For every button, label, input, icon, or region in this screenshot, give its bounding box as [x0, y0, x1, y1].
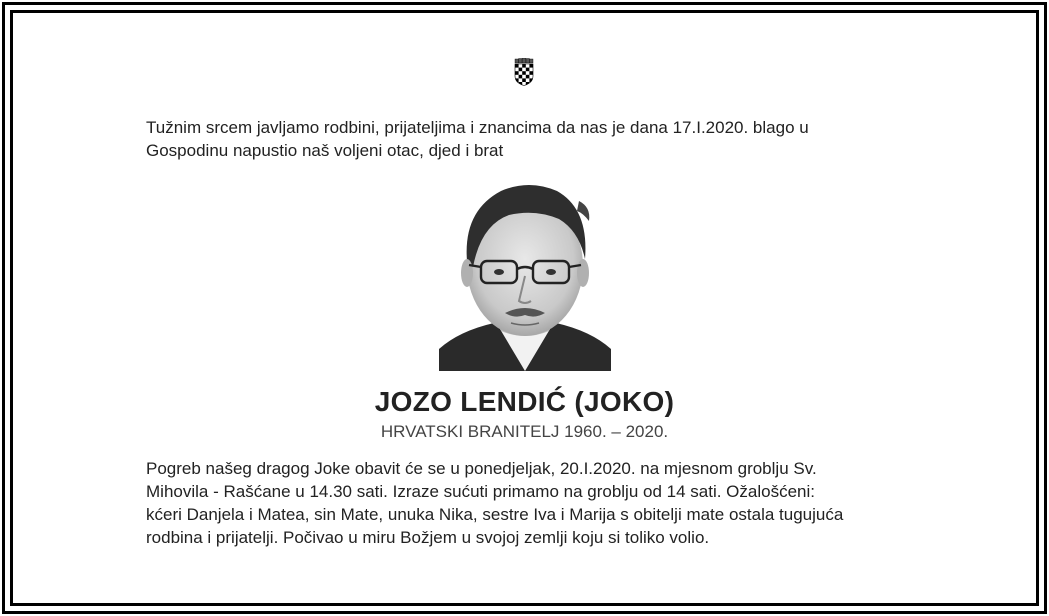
coat-of-arms-icon — [514, 58, 534, 86]
body-line: Mihovila - Rašćane u 14.30 sati. Izraze sućuti primamo na groblju od 14 sati. Ožalošćeni: — [146, 482, 815, 501]
intro-text — [146, 116, 906, 162]
deceased-name: JOZO LENDIĆ (JOKO) — [374, 386, 675, 417]
intro-line: Tužnim srcem javljamo rodbini, prijateljima i znancima da nas je dana 17.I.2020. blago u — [146, 118, 809, 137]
portrait-photo — [439, 181, 611, 371]
funeral-announcement-text — [146, 457, 916, 549]
body-line: kćeri Danjela i Matea, sin Mate, unuka Nika, sestre Iva i Marija s obitelji mate ostala tugujuća — [146, 505, 844, 524]
body-line: Pogreb našeg dragog Joke obavit će se u ponedjeljak, 20.I.2020. na mjesnom groblju Sv. — [146, 459, 817, 478]
intro-line: Gospodinu napustio naš voljeni otac, djed i brat — [146, 141, 504, 160]
body-line: rodbina i prijatelji. Počivao u miru Božjem u svojoj zemlji koju si toliko volio. — [146, 528, 710, 547]
deceased-subtitle: HRVATSKI BRANITELJ 1960. – 2020. — [380, 422, 669, 441]
